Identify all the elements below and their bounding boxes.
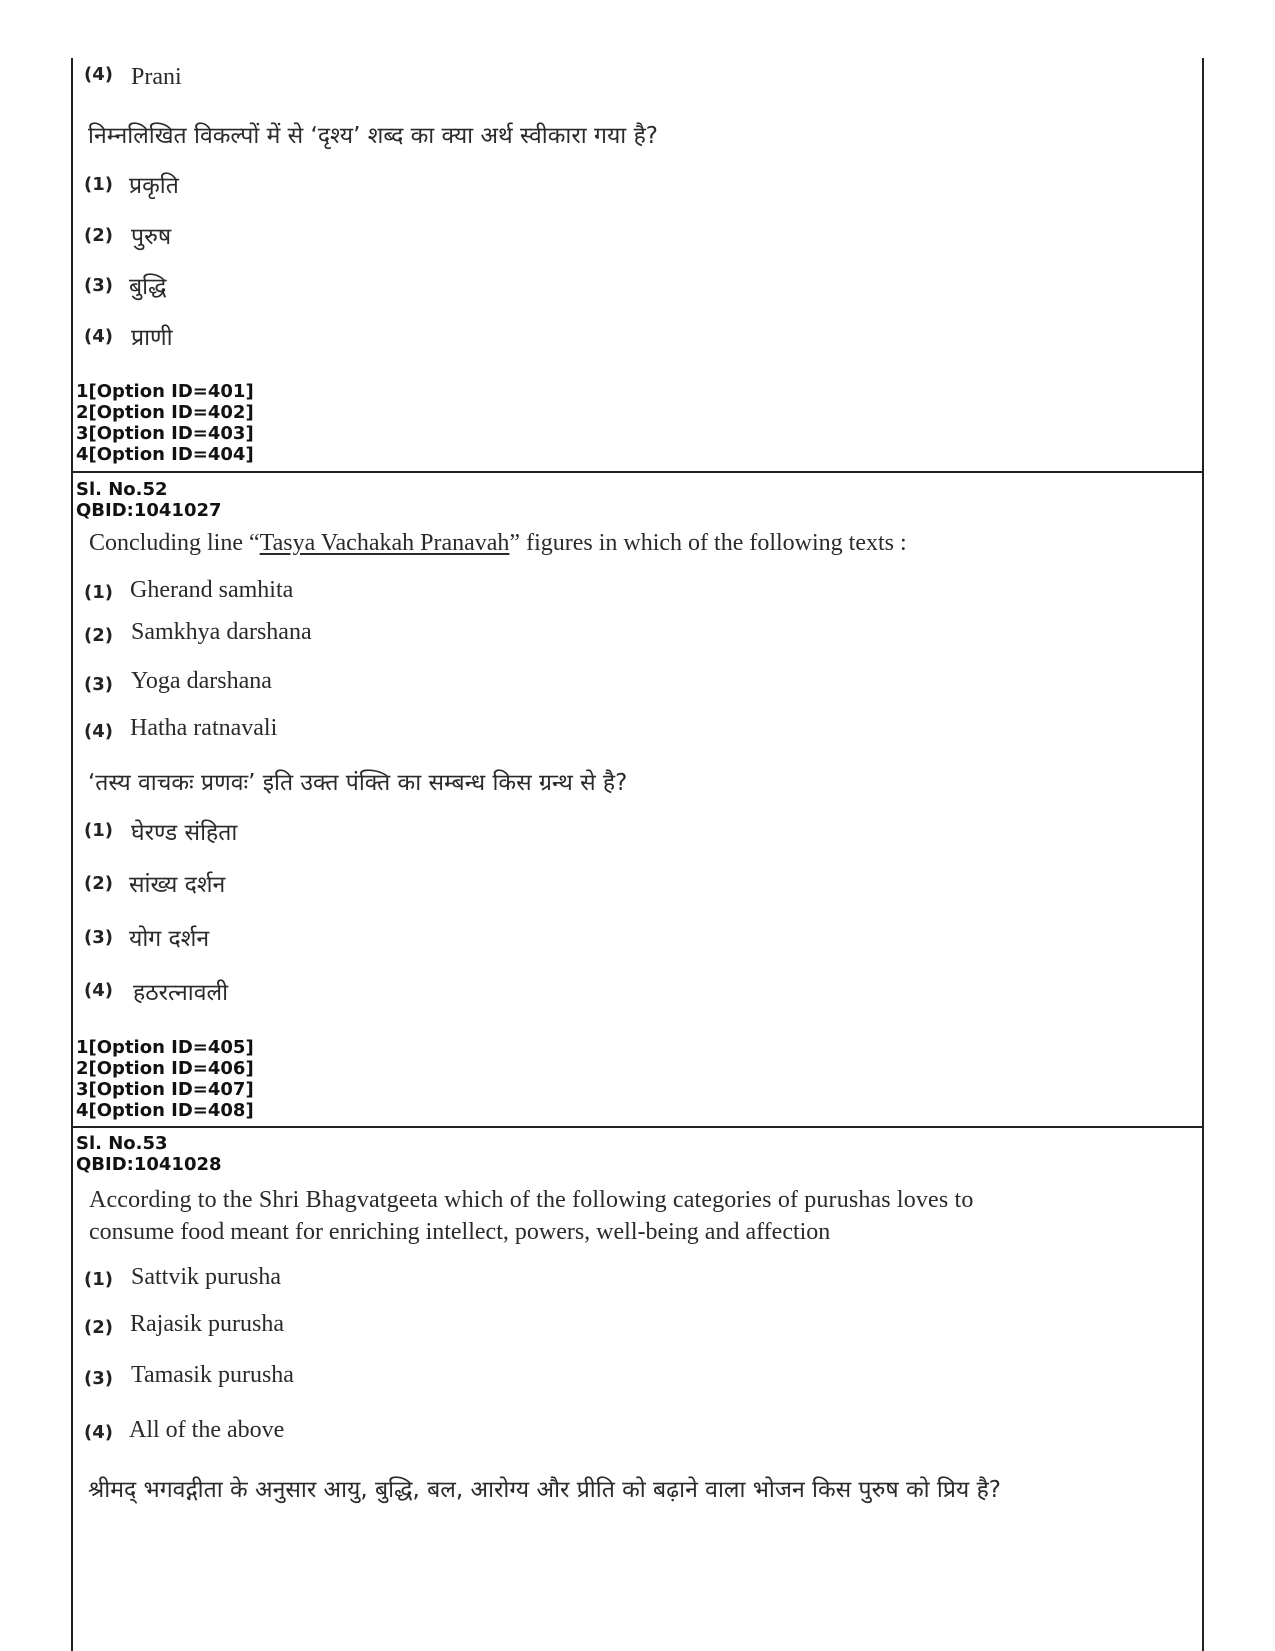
option-text: Samkhya darshana [131,619,312,645]
question-text: According to the Shri Bhagvatgeeta which of the following categories of purushas loves to consume food meant for enriching intellect, powers, well-being and affection [89,1187,974,1245]
serial-number: Sl. No.53 [76,1133,168,1154]
question-header [76,1133,222,1175]
option-id: 1[Option ID=405] [76,1037,254,1058]
option-text: Tamasik purusha [131,1362,294,1388]
option-number: (4) [84,64,113,85]
option-id-list [76,381,254,465]
option-number: (2) [84,625,113,646]
option-id: 4[Option ID=404] [76,444,254,465]
option-text: सांख्य दर्शन [129,872,226,898]
option-id: 1[Option ID=401] [76,381,254,402]
option-text: हठरत्नावली [133,980,229,1006]
option-text: बुद्धि [129,274,167,300]
option-number: (4) [84,1422,113,1443]
option-number: (3) [84,1368,113,1389]
option-number: (3) [84,275,113,296]
option-number: (1) [84,820,113,841]
serial-number: Sl. No.52 [76,479,168,500]
option-number: (1) [84,1269,113,1290]
option-id: 3[Option ID=403] [76,423,254,444]
question-header [76,479,222,521]
option-id-list [76,1037,254,1121]
hindi-question: श्रीमद् भगवद्गीता के अनुसार आयु, बुद्धि, बल, आरोग्य और प्रीति को बढ़ाने वाला भोजन किस पुरुष को प्रिय है? [88,1477,1001,1503]
section-divider [71,471,1204,473]
question-text: Concluding line “Tasya Vachakah Pranavah” figures in which of the following texts : [89,530,907,556]
option-text: Yoga darshana [131,668,272,694]
option-text: Rajasik purusha [130,1311,284,1337]
option-text: प्राणी [131,325,173,351]
section-divider [71,1126,1204,1128]
option-number: (2) [84,1317,113,1338]
option-id: 3[Option ID=407] [76,1079,254,1100]
option-number: (4) [84,326,113,347]
option-id: 2[Option ID=402] [76,402,254,423]
qbid: QBID:1041028 [76,1154,222,1175]
option-text: Prani [131,64,182,90]
option-text: प्रकृति [129,173,179,199]
option-text: पुरुष [131,224,172,250]
option-number: (3) [84,927,113,948]
option-text: योग दर्शन [129,926,210,952]
option-number: (3) [84,674,113,695]
hindi-question: निम्नलिखित विकल्पों में से ‘दृश्य’ शब्द का क्या अर्थ स्वीकारा गया है? [88,123,658,149]
option-number: (4) [84,721,113,742]
option-number: (1) [84,174,113,195]
qbid: QBID:1041027 [76,500,222,521]
page-frame [71,58,1204,1651]
option-number: (1) [84,582,113,603]
hindi-question: ‘तस्य वाचकः प्रणवः’ इति उक्त पंक्ति का सम्बन्ध किस ग्रन्थ से है? [88,770,628,796]
option-number: (2) [84,873,113,894]
option-text: घेरण्ड संहिता [131,820,238,846]
option-id: 2[Option ID=406] [76,1058,254,1079]
option-number: (2) [84,225,113,246]
option-text: All of the above [129,1417,285,1443]
quoted-line: Tasya Vachakah Pranavah [259,530,510,556]
option-number: (4) [84,980,113,1001]
option-text: Hatha ratnavali [130,715,278,741]
option-text: Sattvik purusha [131,1264,281,1290]
option-id: 4[Option ID=408] [76,1100,254,1121]
option-text: Gherand samhita [130,577,294,603]
